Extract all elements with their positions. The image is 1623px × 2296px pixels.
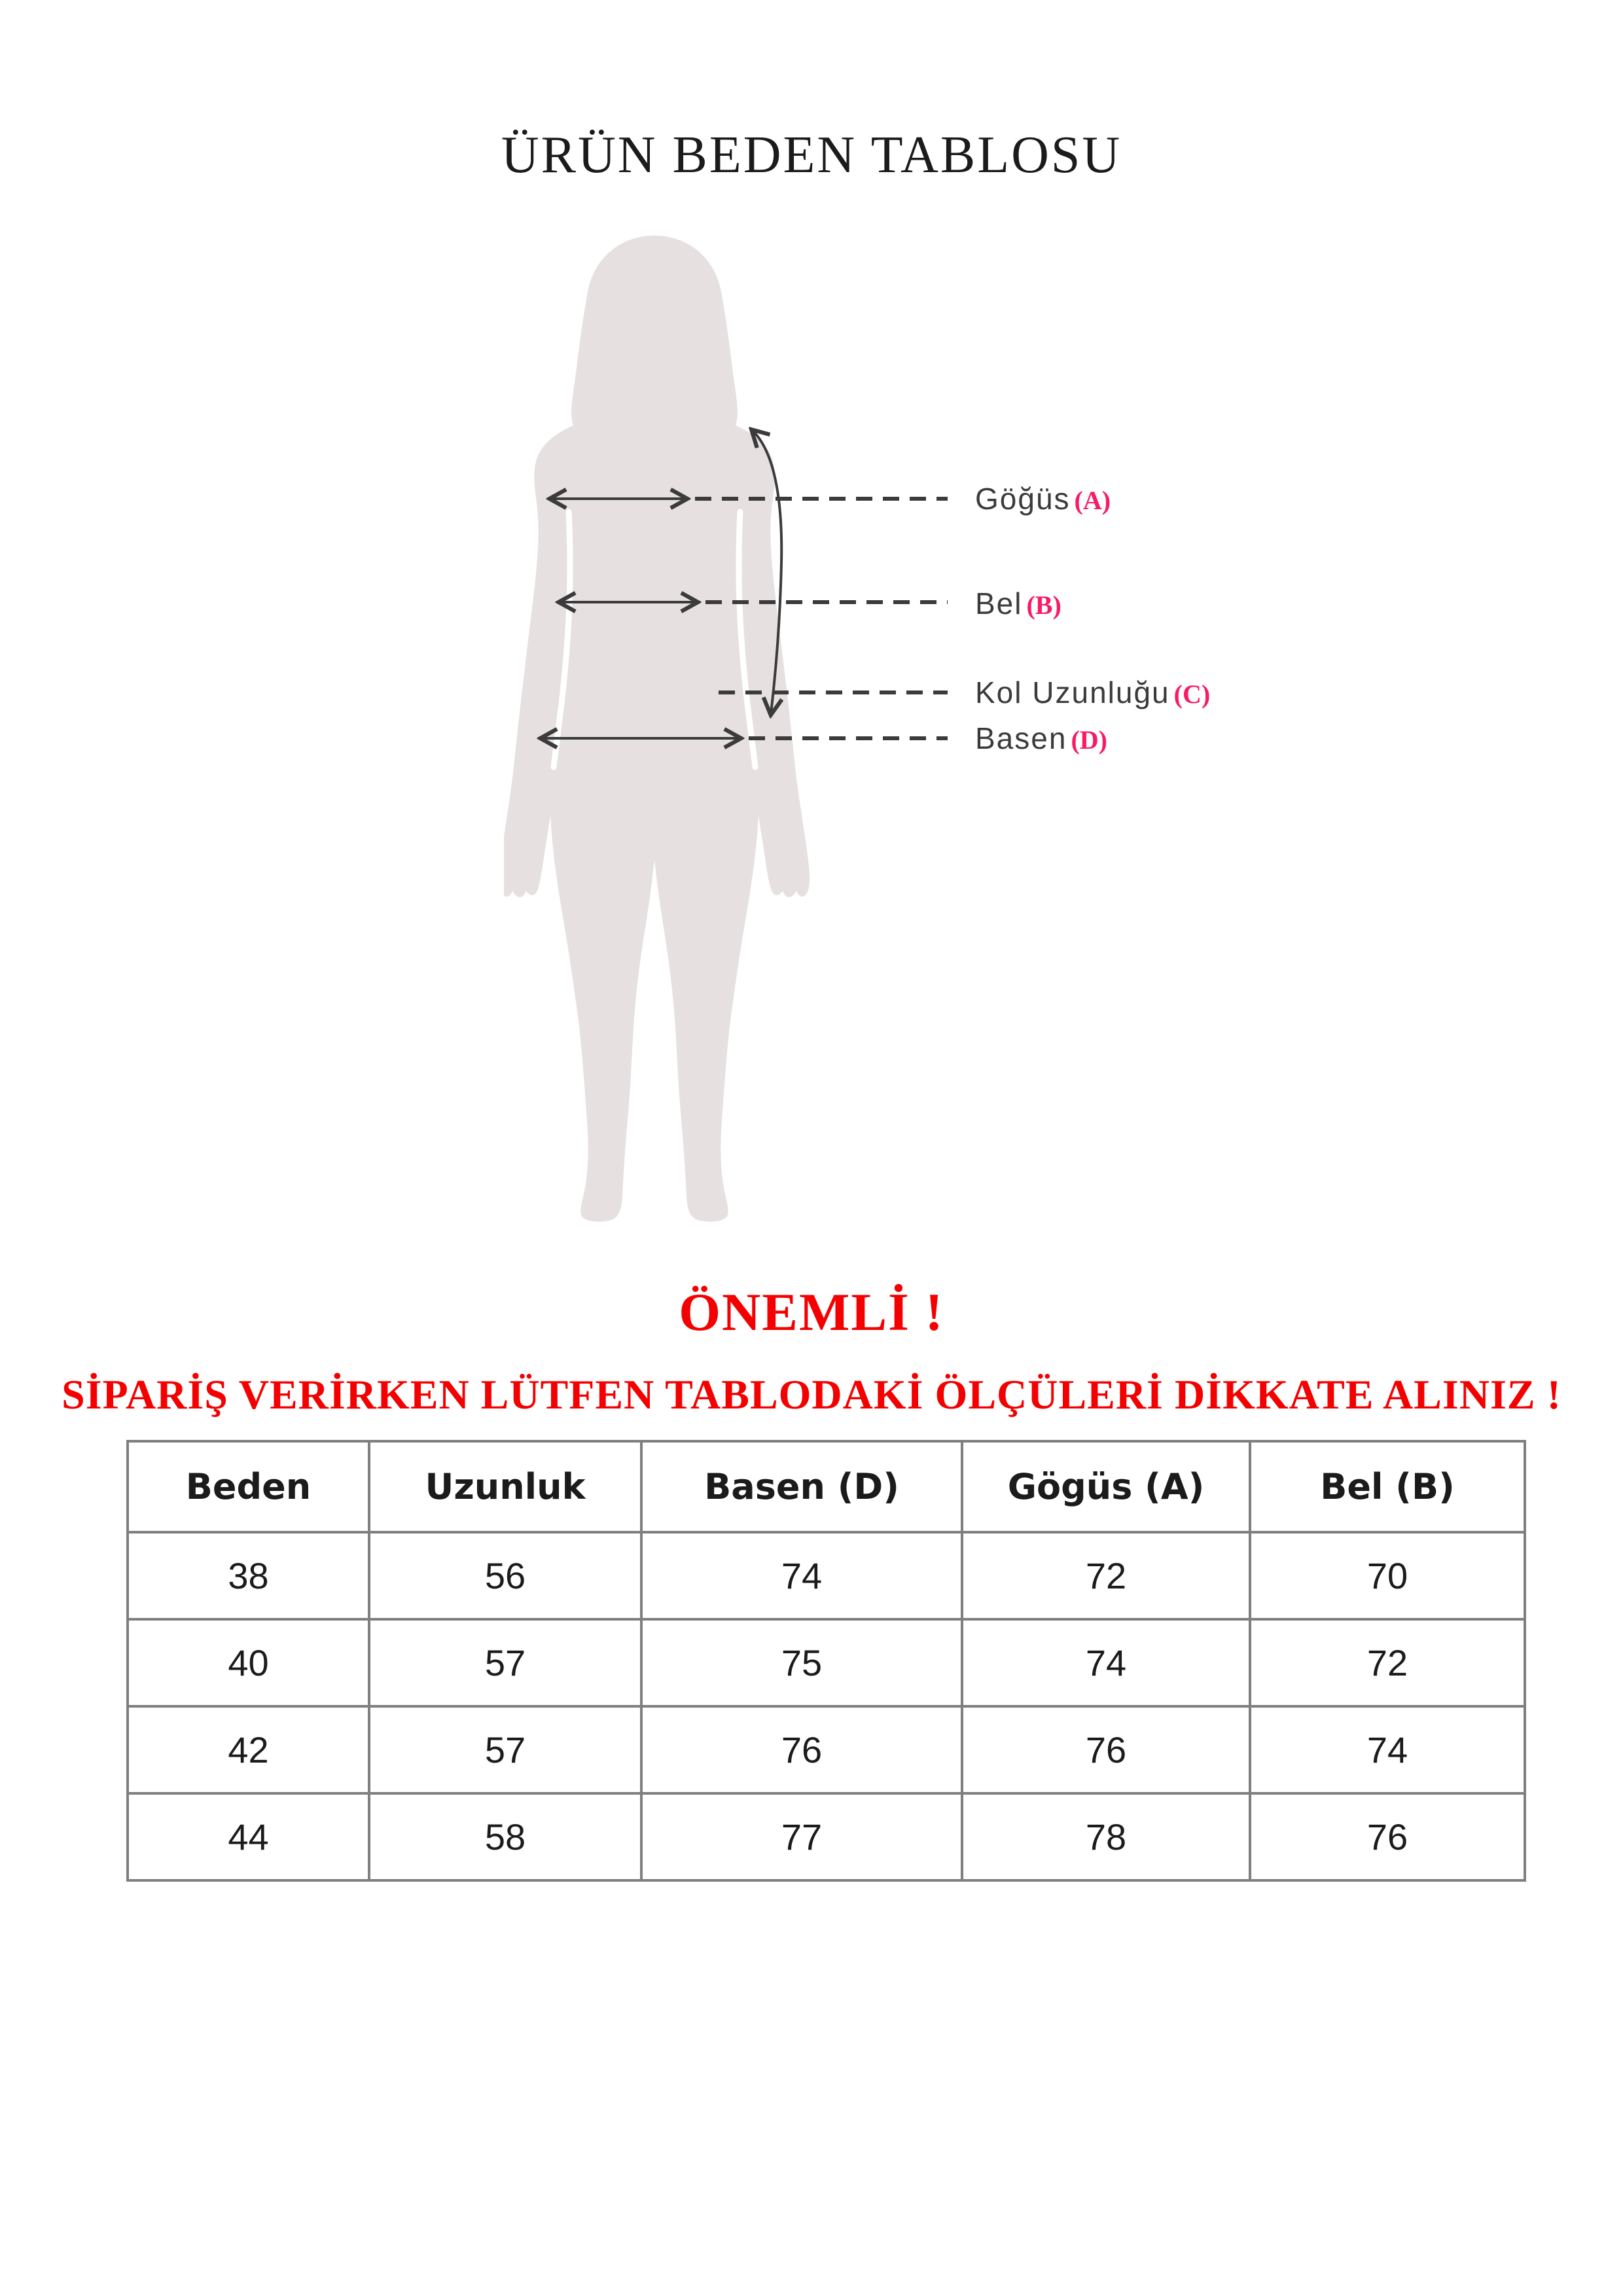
table-row (128, 1793, 1525, 1880)
cell-beden: 42 (128, 1706, 369, 1793)
waist-label-code: (B) (1026, 590, 1061, 620)
cell-beden: 38 (128, 1532, 369, 1619)
size-table (126, 1440, 1526, 1882)
cell-basen: 75 (641, 1619, 962, 1706)
cell-bel: 72 (1250, 1619, 1525, 1706)
cell-uzunluk: 56 (369, 1532, 641, 1619)
cell-uzunluk: 58 (369, 1793, 641, 1880)
hip-label-code: (D) (1071, 725, 1107, 755)
cell-uzunluk: 57 (369, 1619, 641, 1706)
cell-bel: 74 (1250, 1706, 1525, 1793)
arm-label-text: Kol Uzunluğu (975, 675, 1170, 709)
table-row (128, 1619, 1525, 1706)
cell-basen: 76 (641, 1706, 962, 1793)
chest-measure-label (975, 479, 1111, 526)
arm-length-measure-label (975, 673, 1210, 720)
arm-label-code: (C) (1173, 679, 1211, 709)
cell-bel: 76 (1250, 1793, 1525, 1880)
waist-measure-label (975, 584, 1061, 631)
important-heading: ÖNEMLİ ! (679, 1282, 944, 1342)
header-basen: Basen (D) (641, 1441, 962, 1532)
header-beden: Beden (128, 1441, 369, 1532)
cell-gogus: 74 (962, 1619, 1250, 1706)
cell-bel: 70 (1250, 1532, 1525, 1619)
female-silhouette-icon (504, 236, 810, 1222)
cell-gogus: 72 (962, 1532, 1250, 1619)
body-measurement-diagram (504, 232, 1335, 1230)
cell-beden: 40 (128, 1619, 369, 1706)
size-table-header-row (128, 1441, 1525, 1532)
chest-label-text: Göğüs (975, 482, 1071, 516)
cell-basen: 74 (641, 1532, 962, 1619)
header-bel: Bel (B) (1250, 1441, 1525, 1532)
header-uzunluk: Uzunluk (369, 1441, 641, 1532)
hip-label-text: Basen (975, 721, 1067, 755)
cell-beden: 44 (128, 1793, 369, 1880)
header-gogus: Gögüs (A) (962, 1441, 1250, 1532)
measurement-figure (504, 232, 1335, 1230)
table-row (128, 1706, 1525, 1793)
cell-gogus: 76 (962, 1706, 1250, 1793)
table-row (128, 1532, 1525, 1619)
cell-gogus: 78 (962, 1793, 1250, 1880)
chest-label-code: (A) (1074, 486, 1111, 515)
cell-uzunluk: 57 (369, 1706, 641, 1793)
cell-basen: 77 (641, 1793, 962, 1880)
hip-measure-label (975, 719, 1107, 766)
important-message: SİPARİŞ VERİRKEN LÜTFEN TABLODAKİ ÖLÇÜLERİ DİKKATE ALINIZ ! (62, 1371, 1561, 1418)
page-title: ÜRÜN BEDEN TABLOSU (501, 126, 1122, 184)
waist-label-text: Bel (975, 586, 1023, 620)
